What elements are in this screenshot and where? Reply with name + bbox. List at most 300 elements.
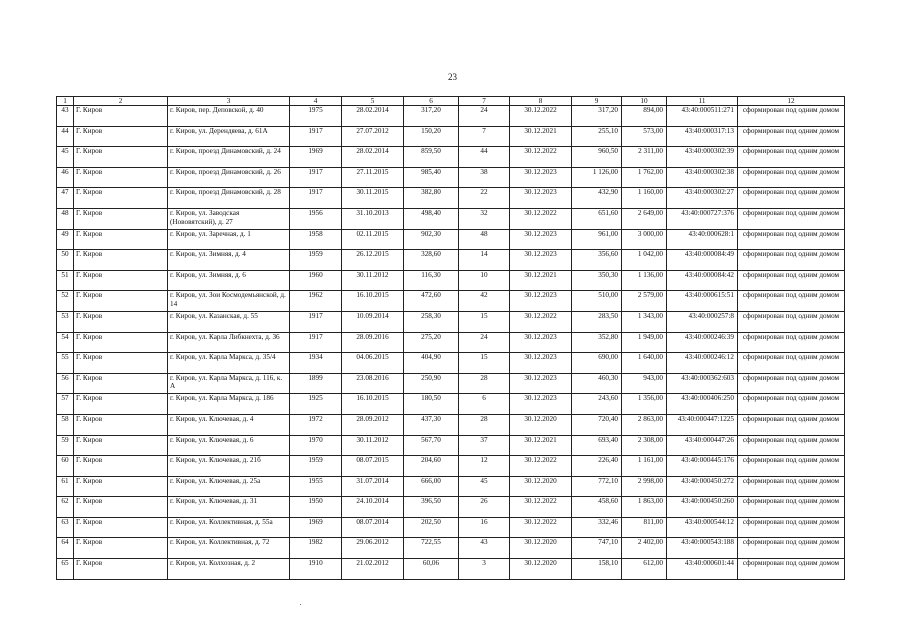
row-number: 45: [57, 147, 74, 168]
value-cell: 1 762,00: [622, 167, 667, 188]
value-cell: 2 579,00: [622, 291, 667, 312]
count-cell: 32: [459, 208, 510, 229]
status-cell: сформирован под одним домом: [738, 435, 845, 456]
city-cell: Г. Киров: [74, 229, 168, 250]
status-cell: сформирован под одним домом: [738, 229, 845, 250]
deadline-cell: 30.12.2023: [510, 291, 572, 312]
year-cell: 1934: [290, 353, 342, 374]
status-cell: сформирован под одним домом: [738, 208, 845, 229]
value-cell: 1 640,00: [622, 353, 667, 374]
deadline-cell: 30.12.2023: [510, 394, 572, 415]
table-row: [57, 538, 845, 559]
cadastral-number-cell: 43:40:000447:1225: [667, 414, 738, 435]
area-cell: 666,00: [404, 476, 459, 497]
area-cell: 567,70: [404, 435, 459, 456]
row-number: 54: [57, 332, 74, 353]
value-cell: 1 160,00: [622, 188, 667, 209]
value-cell: 2 649,00: [622, 208, 667, 229]
area-cell: 150,20: [404, 126, 459, 147]
status-cell: сформирован под одним домом: [738, 250, 845, 271]
area-cell: 472,60: [404, 291, 459, 312]
status-cell: сформирован под одним домом: [738, 147, 845, 168]
date-cell: 08.07.2015: [342, 456, 404, 477]
row-number: 49: [57, 229, 74, 250]
city-cell: Г. Киров: [74, 106, 168, 127]
value-cell: 458,60: [572, 497, 622, 518]
date-cell: 08.07.2014: [342, 517, 404, 538]
date-cell: 28.09.2016: [342, 332, 404, 353]
address-cell: г. Киров, ул. Карла Либкнехта, д. 36: [168, 332, 290, 353]
cadastral-number-cell: 43:40:000628:1: [667, 229, 738, 250]
cadastral-number-cell: 43:40:000615:51: [667, 291, 738, 312]
area-cell: 60,06: [404, 559, 459, 580]
deadline-cell: 30.12.2022: [510, 106, 572, 127]
cadastral-number-cell: 43:40:000450:272: [667, 476, 738, 497]
date-cell: 30.11.2012: [342, 270, 404, 291]
count-cell: 28: [459, 373, 510, 394]
address-cell: г. Киров, ул. Ключевая, д. 21б: [168, 456, 290, 477]
value-cell: 573,00: [622, 126, 667, 147]
area-cell: 116,30: [404, 270, 459, 291]
row-number: 55: [57, 353, 74, 374]
deadline-cell: 30.12.2022: [510, 311, 572, 332]
date-cell: 16.10.2015: [342, 291, 404, 312]
status-cell: сформирован под одним домом: [738, 414, 845, 435]
table-row: [57, 270, 845, 291]
address-cell: г. Киров, ул. Ключевая, д. 4: [168, 414, 290, 435]
value-cell: 1 126,00: [572, 167, 622, 188]
cadastral-number-cell: 43:40:000601:44: [667, 559, 738, 580]
deadline-cell: 30.12.2023: [510, 373, 572, 394]
cadastral-number-cell: 43:40:000246:12: [667, 353, 738, 374]
deadline-cell: 30.12.2022: [510, 208, 572, 229]
city-cell: Г. Киров: [74, 435, 168, 456]
area-cell: 902,30: [404, 229, 459, 250]
address-cell: г. Киров, ул. Зимняя, д. 4: [168, 250, 290, 271]
date-cell: 04.06.2015: [342, 353, 404, 374]
row-number: 48: [57, 208, 74, 229]
status-cell: сформирован под одним домом: [738, 167, 845, 188]
deadline-cell: 30.12.2023: [510, 250, 572, 271]
row-number: 50: [57, 250, 74, 271]
address-cell: г. Киров, ул. Казанская, д. 55: [168, 311, 290, 332]
column-header: 5: [342, 97, 404, 106]
status-cell: сформирован под одним домом: [738, 353, 845, 374]
count-cell: 12: [459, 456, 510, 477]
deadline-cell: 30.12.2020: [510, 538, 572, 559]
table-row: [57, 106, 845, 127]
column-header: 6: [404, 97, 459, 106]
row-number: 52: [57, 291, 74, 312]
table-row: [57, 291, 845, 312]
cadastral-number-cell: 43:40:000450:260: [667, 497, 738, 518]
row-number: 47: [57, 188, 74, 209]
address-cell: г. Киров, ул. Ключевая, д. 6: [168, 435, 290, 456]
row-number: 59: [57, 435, 74, 456]
row-number: 61: [57, 476, 74, 497]
table-row: [57, 435, 845, 456]
status-cell: сформирован под одним домом: [738, 126, 845, 147]
value-cell: 3 000,00: [622, 229, 667, 250]
deadline-cell: 30.12.2023: [510, 353, 572, 374]
value-cell: 510,00: [572, 291, 622, 312]
city-cell: Г. Киров: [74, 250, 168, 271]
value-cell: 2 308,00: [622, 435, 667, 456]
value-cell: 1 161,00: [622, 456, 667, 477]
year-cell: 1956: [290, 208, 342, 229]
table-row: [57, 456, 845, 477]
value-cell: 332,46: [572, 517, 622, 538]
city-cell: Г. Киров: [74, 353, 168, 374]
address-cell: г. Киров, ул. Ключевая, д. 31: [168, 497, 290, 518]
count-cell: 22: [459, 188, 510, 209]
column-header: 7: [459, 97, 510, 106]
deadline-cell: 30.12.2020: [510, 414, 572, 435]
value-cell: 255,10: [572, 126, 622, 147]
cadastral-number-cell: 43:40:000302:27: [667, 188, 738, 209]
cadastral-number-cell: 43:40:000302:38: [667, 167, 738, 188]
status-cell: сформирован под одним домом: [738, 456, 845, 477]
row-number: 57: [57, 394, 74, 415]
value-cell: 2 863,00: [622, 414, 667, 435]
table-row: [57, 476, 845, 497]
year-cell: 1899: [290, 373, 342, 394]
value-cell: 961,00: [572, 229, 622, 250]
table-row: [57, 497, 845, 518]
table-row: [57, 394, 845, 415]
status-cell: сформирован под одним домом: [738, 559, 845, 580]
address-cell: г. Киров, ул. Зимняя, д. 6: [168, 270, 290, 291]
value-cell: 612,00: [622, 559, 667, 580]
value-cell: 317,20: [572, 106, 622, 127]
address-cell: г. Киров, пер. Деповской, д. 40: [168, 106, 290, 127]
deadline-cell: 30.12.2022: [510, 456, 572, 477]
date-cell: 26.12.2015: [342, 250, 404, 271]
area-cell: 317,20: [404, 106, 459, 127]
count-cell: 45: [459, 476, 510, 497]
deadline-cell: 30.12.2021: [510, 126, 572, 147]
value-cell: 460,30: [572, 373, 622, 394]
cadastral-number-cell: 43:40:000257:8: [667, 311, 738, 332]
area-cell: 404,90: [404, 353, 459, 374]
count-cell: 26: [459, 497, 510, 518]
value-cell: 350,30: [572, 270, 622, 291]
header-row: [57, 97, 845, 106]
date-cell: 10.09.2014: [342, 311, 404, 332]
cadastral-number-cell: 43:40:000362:603: [667, 373, 738, 394]
cadastral-number-cell: 43:40:000406:250: [667, 394, 738, 415]
year-cell: 1955: [290, 476, 342, 497]
value-cell: 158,10: [572, 559, 622, 580]
table-header: [57, 97, 845, 106]
column-header: 11: [667, 97, 738, 106]
status-cell: сформирован под одним домом: [738, 291, 845, 312]
status-cell: сформирован под одним домом: [738, 373, 845, 394]
row-number: 56: [57, 373, 74, 394]
count-cell: 28: [459, 414, 510, 435]
address-cell: г. Киров, проезд Динамовский, д. 26: [168, 167, 290, 188]
count-cell: 15: [459, 353, 510, 374]
city-cell: Г. Киров: [74, 332, 168, 353]
count-cell: 15: [459, 311, 510, 332]
date-cell: 23.08.2016: [342, 373, 404, 394]
city-cell: Г. Киров: [74, 147, 168, 168]
housing-table: [56, 96, 845, 580]
row-number: 63: [57, 517, 74, 538]
city-cell: Г. Киров: [74, 311, 168, 332]
scan-speck: [300, 604, 301, 605]
status-cell: сформирован под одним домом: [738, 188, 845, 209]
cadastral-number-cell: 43:40:000543:188: [667, 538, 738, 559]
value-cell: 1 343,00: [622, 311, 667, 332]
year-cell: 1970: [290, 435, 342, 456]
table-row: [57, 373, 845, 394]
year-cell: 1917: [290, 167, 342, 188]
status-cell: сформирован под одним домом: [738, 106, 845, 127]
deadline-cell: 30.12.2022: [510, 517, 572, 538]
date-cell: 30.11.2015: [342, 188, 404, 209]
row-number: 64: [57, 538, 74, 559]
value-cell: 651,60: [572, 208, 622, 229]
status-cell: сформирован под одним домом: [738, 332, 845, 353]
deadline-cell: 30.12.2023: [510, 188, 572, 209]
deadline-cell: 30.12.2021: [510, 270, 572, 291]
year-cell: 1917: [290, 188, 342, 209]
city-cell: Г. Киров: [74, 476, 168, 497]
city-cell: Г. Киров: [74, 291, 168, 312]
date-cell: 29.06.2012: [342, 538, 404, 559]
area-cell: 275,20: [404, 332, 459, 353]
value-cell: 720,40: [572, 414, 622, 435]
count-cell: 3: [459, 559, 510, 580]
count-cell: 7: [459, 126, 510, 147]
deadline-cell: 30.12.2020: [510, 476, 572, 497]
deadline-cell: 30.12.2022: [510, 147, 572, 168]
count-cell: 16: [459, 517, 510, 538]
table-row: [57, 311, 845, 332]
area-cell: 859,50: [404, 147, 459, 168]
address-cell: г. Киров, ул. Зои Космодемьянской, д. 14: [168, 291, 290, 312]
year-cell: 1925: [290, 394, 342, 415]
value-cell: 2 402,00: [622, 538, 667, 559]
city-cell: Г. Киров: [74, 414, 168, 435]
value-cell: 2 311,00: [622, 147, 667, 168]
column-header: 1: [57, 97, 74, 106]
count-cell: 43: [459, 538, 510, 559]
date-cell: 30.11.2012: [342, 435, 404, 456]
row-number: 58: [57, 414, 74, 435]
row-number: 62: [57, 497, 74, 518]
count-cell: 42: [459, 291, 510, 312]
value-cell: 356,60: [572, 250, 622, 271]
value-cell: 352,80: [572, 332, 622, 353]
city-cell: Г. Киров: [74, 456, 168, 477]
value-cell: 811,00: [622, 517, 667, 538]
cadastral-number-cell: 43:40:000445:176: [667, 456, 738, 477]
address-cell: г. Киров, ул. Коллективная, д. 55а: [168, 517, 290, 538]
address-cell: г. Киров, ул. Ключевая, д. 25а: [168, 476, 290, 497]
column-header: 12: [738, 97, 845, 106]
address-cell: г. Киров, ул. Карла Маркса, д. 116, к. А: [168, 373, 290, 394]
cadastral-number-cell: 43:40:000727:376: [667, 208, 738, 229]
year-cell: 1959: [290, 456, 342, 477]
column-header: 9: [572, 97, 622, 106]
value-cell: 1 356,00: [622, 394, 667, 415]
status-cell: сформирован под одним домом: [738, 476, 845, 497]
status-cell: сформирован под одним домом: [738, 394, 845, 415]
cadastral-number-cell: 43:40:000544:12: [667, 517, 738, 538]
cadastral-number-cell: 43:40:000511:271: [667, 106, 738, 127]
date-cell: 28.02.2014: [342, 106, 404, 127]
date-cell: 27.11.2015: [342, 167, 404, 188]
table-row: [57, 353, 845, 374]
area-cell: 498,40: [404, 208, 459, 229]
status-cell: сформирован под одним домом: [738, 270, 845, 291]
count-cell: 6: [459, 394, 510, 415]
address-cell: г. Киров, проезд Динамовский, д. 28: [168, 188, 290, 209]
date-cell: 27.07.2012: [342, 126, 404, 147]
table-row: [57, 517, 845, 538]
area-cell: 722,55: [404, 538, 459, 559]
count-cell: 37: [459, 435, 510, 456]
date-cell: 02.11.2015: [342, 229, 404, 250]
count-cell: 14: [459, 250, 510, 271]
table-row: [57, 147, 845, 168]
value-cell: 2 998,00: [622, 476, 667, 497]
value-cell: 772,10: [572, 476, 622, 497]
area-cell: 437,30: [404, 414, 459, 435]
area-cell: 382,80: [404, 188, 459, 209]
area-cell: 396,50: [404, 497, 459, 518]
year-cell: 1950: [290, 497, 342, 518]
cadastral-number-cell: 43:40:000084:42: [667, 270, 738, 291]
address-cell: г. Киров, ул. Заводская (Нововятский), д. 27: [168, 208, 290, 229]
year-cell: 1962: [290, 291, 342, 312]
table-row: [57, 559, 845, 580]
deadline-cell: 30.12.2023: [510, 167, 572, 188]
table-row: [57, 414, 845, 435]
cadastral-number-cell: 43:40:000447:26: [667, 435, 738, 456]
status-cell: сформирован под одним домом: [738, 517, 845, 538]
city-cell: Г. Киров: [74, 517, 168, 538]
city-cell: Г. Киров: [74, 373, 168, 394]
row-number: 60: [57, 456, 74, 477]
value-cell: 1 949,00: [622, 332, 667, 353]
deadline-cell: 30.12.2023: [510, 332, 572, 353]
table-row: [57, 250, 845, 271]
year-cell: 1975: [290, 106, 342, 127]
year-cell: 1972: [290, 414, 342, 435]
row-number: 53: [57, 311, 74, 332]
address-cell: г. Киров, ул. Дерендяева, д. 61А: [168, 126, 290, 147]
table-body: [57, 106, 845, 580]
value-cell: 1 042,00: [622, 250, 667, 271]
deadline-cell: 30.12.2023: [510, 229, 572, 250]
address-cell: г. Киров, ул. Карла Маркса, д. 186: [168, 394, 290, 415]
year-cell: 1917: [290, 332, 342, 353]
date-cell: 16.10.2015: [342, 394, 404, 415]
area-cell: 328,60: [404, 250, 459, 271]
address-cell: г. Киров, ул. Коллективная, д. 72: [168, 538, 290, 559]
date-cell: 24.10.2014: [342, 497, 404, 518]
deadline-cell: 30.12.2021: [510, 435, 572, 456]
year-cell: 1958: [290, 229, 342, 250]
city-cell: Г. Киров: [74, 538, 168, 559]
column-header: 2: [74, 97, 168, 106]
row-number: 65: [57, 559, 74, 580]
city-cell: Г. Киров: [74, 167, 168, 188]
area-cell: 985,40: [404, 167, 459, 188]
area-cell: 250,90: [404, 373, 459, 394]
year-cell: 1910: [290, 559, 342, 580]
column-header: 10: [622, 97, 667, 106]
city-cell: Г. Киров: [74, 394, 168, 415]
cadastral-number-cell: 43:40:000302:39: [667, 147, 738, 168]
row-number: 44: [57, 126, 74, 147]
year-cell: 1917: [290, 126, 342, 147]
count-cell: 24: [459, 106, 510, 127]
address-cell: г. Киров, ул. Колхозная, д. 2: [168, 559, 290, 580]
value-cell: 690,00: [572, 353, 622, 374]
row-number: 46: [57, 167, 74, 188]
table-row: [57, 126, 845, 147]
year-cell: 1982: [290, 538, 342, 559]
city-cell: Г. Киров: [74, 559, 168, 580]
value-cell: 432,90: [572, 188, 622, 209]
city-cell: Г. Киров: [74, 497, 168, 518]
status-cell: сформирован под одним домом: [738, 311, 845, 332]
city-cell: Г. Киров: [74, 126, 168, 147]
value-cell: 693,40: [572, 435, 622, 456]
table-row: [57, 208, 845, 229]
value-cell: 894,00: [622, 106, 667, 127]
date-cell: 31.07.2014: [342, 476, 404, 497]
date-cell: 28.02.2014: [342, 147, 404, 168]
date-cell: 31.10.2013: [342, 208, 404, 229]
value-cell: 243,60: [572, 394, 622, 415]
year-cell: 1969: [290, 517, 342, 538]
year-cell: 1917: [290, 311, 342, 332]
address-cell: г. Киров, ул. Карла Маркса, д. 35/4: [168, 353, 290, 374]
value-cell: 226,40: [572, 456, 622, 477]
area-cell: 204,60: [404, 456, 459, 477]
count-cell: 48: [459, 229, 510, 250]
area-cell: 180,50: [404, 394, 459, 415]
cadastral-number-cell: 43:40:000246:39: [667, 332, 738, 353]
table-row: [57, 167, 845, 188]
value-cell: 1 136,00: [622, 270, 667, 291]
deadline-cell: 30.12.2020: [510, 559, 572, 580]
status-cell: сформирован под одним домом: [738, 497, 845, 518]
area-cell: 202,50: [404, 517, 459, 538]
date-cell: 21.02.2012: [342, 559, 404, 580]
status-cell: сформирован под одним домом: [738, 538, 845, 559]
page-number: 23: [448, 72, 457, 82]
count-cell: 24: [459, 332, 510, 353]
value-cell: 747,10: [572, 538, 622, 559]
table-row: [57, 332, 845, 353]
column-header: 3: [168, 97, 290, 106]
column-header: 8: [510, 97, 572, 106]
area-cell: 258,30: [404, 311, 459, 332]
deadline-cell: 30.12.2022: [510, 497, 572, 518]
table-row: [57, 229, 845, 250]
row-number: 51: [57, 270, 74, 291]
city-cell: Г. Киров: [74, 208, 168, 229]
cadastral-number-cell: 43:40:000317:13: [667, 126, 738, 147]
row-number: 43: [57, 106, 74, 127]
count-cell: 10: [459, 270, 510, 291]
